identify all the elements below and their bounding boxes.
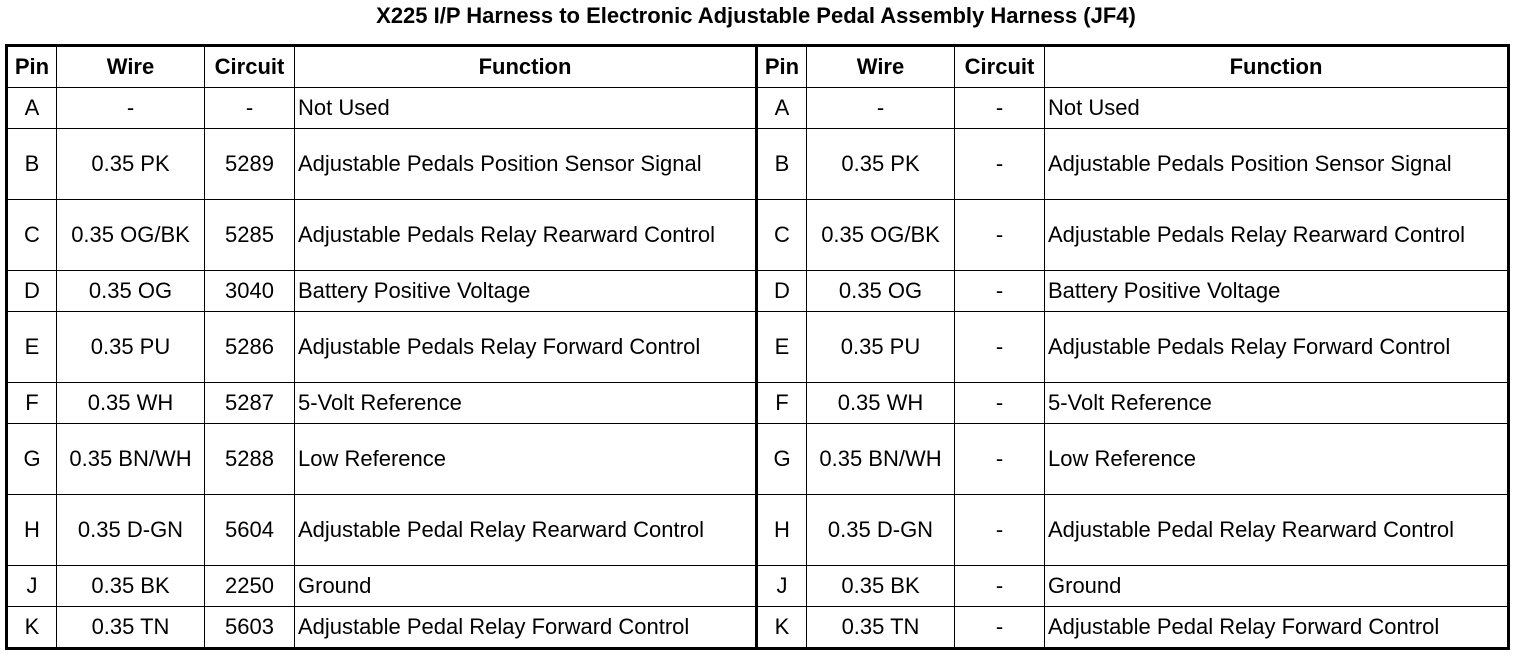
right-function-cell: 5-Volt Reference (1045, 383, 1509, 424)
right-pin-cell: J (757, 566, 807, 607)
table-row (7, 200, 1509, 271)
left-pin-cell: G (7, 424, 57, 495)
left-circuit-cell: 5286 (205, 312, 295, 383)
right-pin-cell: B (757, 129, 807, 200)
table-row (7, 495, 1509, 566)
right-wire-cell: 0.35 PK (807, 129, 955, 200)
right-wire-cell: 0.35 D-GN (807, 495, 955, 566)
left-wire-cell: 0.35 BN/WH (57, 424, 205, 495)
right-pin-cell: C (757, 200, 807, 271)
left-function-cell: Adjustable Pedal Relay Forward Control (295, 607, 757, 649)
right-wire-cell: 0.35 OG (807, 271, 955, 312)
right-circuit-cell: - (955, 271, 1045, 312)
left-wire-cell: 0.35 BK (57, 566, 205, 607)
header-pin-right: Pin (757, 46, 807, 88)
left-circuit-cell: 2250 (205, 566, 295, 607)
left-circuit-cell: 5285 (205, 200, 295, 271)
left-circuit-cell: 5603 (205, 607, 295, 649)
left-pin-cell: K (7, 607, 57, 649)
left-wire-cell: 0.35 D-GN (57, 495, 205, 566)
left-function-cell: Adjustable Pedal Relay Rearward Control (295, 495, 757, 566)
left-pin-cell: J (7, 566, 57, 607)
left-pin-cell: A (7, 88, 57, 129)
header-wire-left: Wire (57, 46, 205, 88)
header-pin-left: Pin (7, 46, 57, 88)
left-pin-cell: C (7, 200, 57, 271)
table-row (7, 383, 1509, 424)
right-circuit-cell: - (955, 383, 1045, 424)
right-pin-cell: K (757, 607, 807, 649)
table-row (7, 271, 1509, 312)
left-pin-cell: F (7, 383, 57, 424)
right-wire-cell: 0.35 PU (807, 312, 955, 383)
right-function-cell: Low Reference (1045, 424, 1509, 495)
right-circuit-cell: - (955, 129, 1045, 200)
header-wire-right: Wire (807, 46, 955, 88)
right-wire-cell: 0.35 BN/WH (807, 424, 955, 495)
table-row (7, 88, 1509, 129)
left-wire-cell: 0.35 OG (57, 271, 205, 312)
left-wire-cell: 0.35 PU (57, 312, 205, 383)
left-function-cell: Adjustable Pedals Relay Forward Control (295, 312, 757, 383)
left-circuit-cell: - (205, 88, 295, 129)
left-wire-cell: 0.35 WH (57, 383, 205, 424)
header-function-left: Function (295, 46, 757, 88)
right-circuit-cell: - (955, 200, 1045, 271)
right-circuit-cell: - (955, 566, 1045, 607)
right-pin-cell: F (757, 383, 807, 424)
left-function-cell: Adjustable Pedals Relay Rearward Control (295, 200, 757, 271)
table-row (7, 566, 1509, 607)
right-circuit-cell: - (955, 607, 1045, 649)
right-pin-cell: E (757, 312, 807, 383)
left-wire-cell: - (57, 88, 205, 129)
header-circuit-right: Circuit (955, 46, 1045, 88)
table-row (7, 312, 1509, 383)
right-pin-cell: A (757, 88, 807, 129)
left-circuit-cell: 3040 (205, 271, 295, 312)
left-wire-cell: 0.35 OG/BK (57, 200, 205, 271)
harness-pinout-table (5, 44, 1510, 650)
right-pin-cell: H (757, 495, 807, 566)
left-circuit-cell: 5288 (205, 424, 295, 495)
header-function-right: Function (1045, 46, 1509, 88)
left-circuit-cell: 5604 (205, 495, 295, 566)
right-wire-cell: 0.35 WH (807, 383, 955, 424)
left-function-cell: Battery Positive Voltage (295, 271, 757, 312)
left-function-cell: Ground (295, 566, 757, 607)
header-circuit-left: Circuit (205, 46, 295, 88)
page-title: X225 I/P Harness to Electronic Adjustable Pedal Assembly Harness (JF4) (376, 3, 1136, 28)
right-circuit-cell: - (955, 424, 1045, 495)
left-pin-cell: H (7, 495, 57, 566)
right-function-cell: Adjustable Pedal Relay Forward Control (1045, 607, 1509, 649)
right-pin-cell: D (757, 271, 807, 312)
right-wire-cell: 0.35 TN (807, 607, 955, 649)
table-header-row (7, 46, 1509, 88)
right-function-cell: Not Used (1045, 88, 1509, 129)
left-wire-cell: 0.35 PK (57, 129, 205, 200)
left-function-cell: Low Reference (295, 424, 757, 495)
right-pin-cell: G (757, 424, 807, 495)
right-wire-cell: 0.35 BK (807, 566, 955, 607)
left-function-cell: 5-Volt Reference (295, 383, 757, 424)
left-circuit-cell: 5287 (205, 383, 295, 424)
left-function-cell: Not Used (295, 88, 757, 129)
right-circuit-cell: - (955, 495, 1045, 566)
table-row (7, 607, 1509, 649)
left-function-cell: Adjustable Pedals Position Sensor Signal (295, 129, 757, 200)
left-pin-cell: E (7, 312, 57, 383)
left-circuit-cell: 5289 (205, 129, 295, 200)
table-row (7, 424, 1509, 495)
right-function-cell: Ground (1045, 566, 1509, 607)
right-wire-cell: 0.35 OG/BK (807, 200, 955, 271)
right-wire-cell: - (807, 88, 955, 129)
table-row (7, 129, 1509, 200)
right-function-cell: Battery Positive Voltage (1045, 271, 1509, 312)
right-function-cell: Adjustable Pedal Relay Rearward Control (1045, 495, 1509, 566)
left-wire-cell: 0.35 TN (57, 607, 205, 649)
right-function-cell: Adjustable Pedals Relay Rearward Control (1045, 200, 1509, 271)
right-circuit-cell: - (955, 88, 1045, 129)
right-function-cell: Adjustable Pedals Relay Forward Control (1045, 312, 1509, 383)
right-circuit-cell: - (955, 312, 1045, 383)
right-function-cell: Adjustable Pedals Position Sensor Signal (1045, 129, 1509, 200)
left-pin-cell: D (7, 271, 57, 312)
left-pin-cell: B (7, 129, 57, 200)
